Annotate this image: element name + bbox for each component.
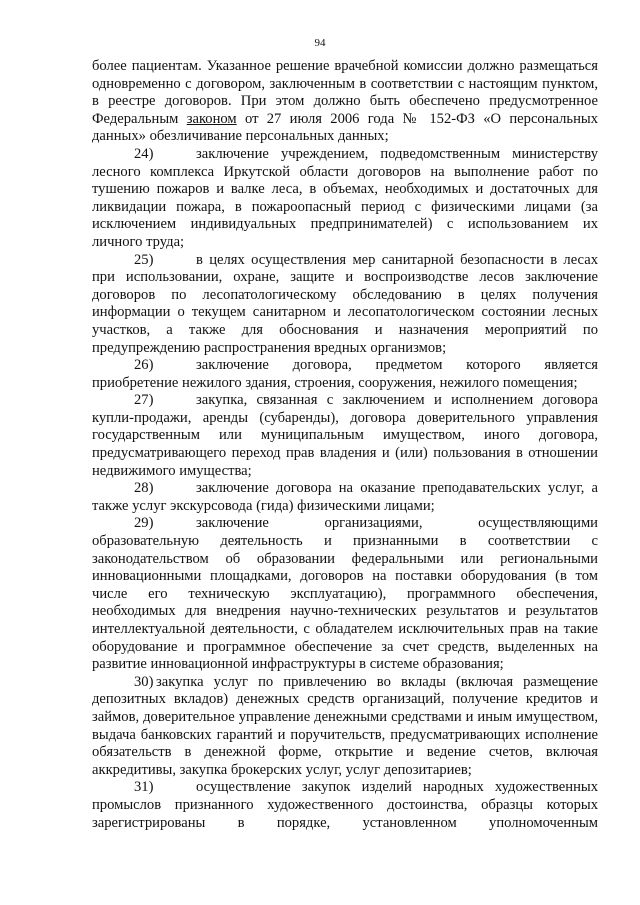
item-text: заключение договора на оказание преподавательских услуг, а также услуг экскурсовода (гида) физическими лицами; (92, 480, 598, 514)
list-item-24 (92, 146, 598, 252)
item-text: заключение договора, предметом которого является приобретение нежилого здания, строения, сооружения, нежилого помещения; (92, 357, 598, 391)
list-item-31 (92, 779, 598, 832)
item-number: 31) (134, 779, 154, 796)
paragraph-continuation (92, 58, 598, 146)
item-number: 26) (134, 357, 154, 374)
law-link[interactable]: законом (186, 110, 237, 127)
item-text: в целях осуществления мер санитарной безопасности в лесах при использовании, охране, защите и воспроизводстве лесов заключение договоров по лесопатологическому обследованию в целях получения информации о текущем санитарном и лесопатологическом состоянии лесных участков, а также для обоснования и назначения мероприятий по предупреждению распространения вредных организмов; (92, 251, 598, 356)
item-text: закупка, связанная с заключением и исполнением договора купли-продажи, аренды (субаренды), договора доверительного управления государственным или муниципальным имуществом, иного договора, предусматривающего переход прав владения и (или) пользования в отношении недвижимого имущества; (92, 392, 598, 479)
paragraph-text: более пациентам. Указанное решение врачебной комиссии должно размещаться одновременно с договором, заключенным в соответствии с настоящим пунктом, в реестре договоров. При этом должно быть обеспечено предусмотренное Федеральным (92, 58, 598, 127)
document-body (92, 58, 598, 832)
paragraph-text: от 27 июля 2006 года № 152-ФЗ «О персональных данных» обезличивание персональных данных; (92, 110, 598, 145)
list-item-30 (92, 674, 598, 780)
item-text: осуществление закупок изделий народных художественных промыслов признанного художественного достоинства, образцы которых зарегистрированы в порядке, установленном уполномоченным (92, 779, 598, 831)
item-text: заключение учреждением, подведомственным министерству лесного комплекса Иркутской области договоров на выполнение работ по тушению пожаров и валке леса, в объемах, необходимых и достаточных для ликвидации пожара, в пожароопасный период с физическими лицами (за исключением индивидуальных предпринимателей) с использованием их личного труда; (92, 145, 598, 250)
item-number: 24) (134, 145, 154, 162)
item-number: 28) (134, 480, 154, 497)
item-number: 29) (134, 515, 154, 532)
page-number: 94 (314, 37, 326, 49)
list-item-28 (92, 480, 598, 515)
list-item-29 (92, 515, 598, 673)
item-number: 27) (134, 392, 154, 409)
list-item-25 (92, 252, 598, 358)
list-item-27 (92, 392, 598, 480)
item-text: заключение организациями, осуществляющими образовательную деятельность и признанными в соответствии с законодательством об образовании федеральными или региональными инновационными площадками, договоров на поставки оборудования (в том числе его техническую эксплуатацию), программного обеспечения, необходимых для внедрения научно-технических результатов и результатов интеллектуальной деятельности, с обладателем исключительных прав на такие оборудование и программное обеспечение за счет средств, выделенных на развитие инновационной инфраструктуры в системе образования; (92, 515, 598, 673)
item-number: 25) (134, 251, 154, 268)
item-number: 30) (134, 673, 154, 690)
item-text: закупка услуг по привлечению во вклады (включая размещение депозитных вкладов) денежных средств организаций, получение кредитов и займов, доверительное управление денежными средствами и иным имуществом, выдача банковских гарантий и поручительств, предусматривающих исполнение обязательств в денежной форме, открытие и ведение счетов, включая аккредитивы, закупка брокерских услуг, услуг депозитариев; (92, 673, 598, 778)
list-item-26 (92, 357, 598, 392)
